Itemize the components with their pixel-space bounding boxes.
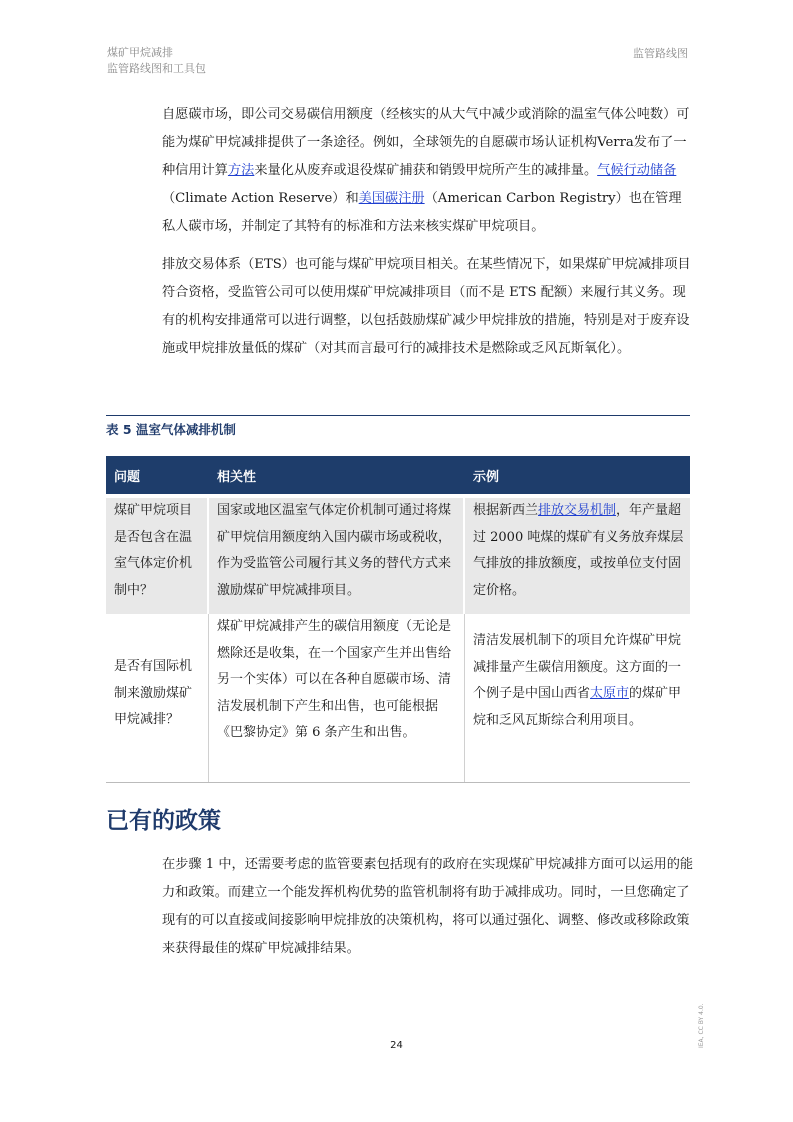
row2-question: 是否有国际机制来激励煤矿甲烷减排？	[106, 614, 209, 782]
license-note: IEA, CC BY 4.0.	[698, 1003, 705, 1048]
row2-example	[465, 614, 690, 782]
p1-text-3: （Climate Action Reserve）和	[162, 191, 359, 206]
climate-action-reserve-link[interactable]: 气候行动储备	[597, 163, 677, 178]
header-subtitle: 监管路线图和工具包	[107, 62, 206, 75]
running-header-right: 监管路线图	[633, 47, 688, 60]
row2-example-text-2: 的煤矿甲烷和乏风瓦斯综合利用项目。	[473, 686, 682, 728]
row1-example	[465, 498, 690, 614]
table-header-row	[106, 456, 690, 494]
table-row	[106, 614, 690, 783]
running-header-left	[107, 45, 206, 77]
p1-text-2: 来量化从废弃或退役煤矿捕获和销毁甲烷所产生的减排量。	[254, 163, 598, 178]
header-example: 示例	[473, 470, 500, 485]
table-caption: 表 5 温室气体减排机制	[106, 422, 236, 437]
nz-ets-link[interactable]: 排放交易机制	[538, 503, 617, 518]
paragraph-ets: 排放交易体系（ETS）也可能与煤矿甲烷项目相关。在某些情况下，如果煤矿甲烷减排项目符合资格，受监管公司可以使用煤矿甲烷减排项目（而不是 ETS 配额）来履行其义务。现有的机构安排通常可以进行调整，以包括鼓励煤矿减少甲烷排放的措施，特别是对于废弃设施或甲烷排放量低的煤矿（对其而言最可行的减排技术是燃除或乏风瓦斯氧化）。	[162, 257, 691, 356]
header-question: 问题	[114, 470, 141, 485]
table-top-rule	[106, 415, 690, 416]
methodology-link[interactable]: 方法	[227, 163, 255, 178]
row1-question: 煤矿甲烷项目是否包含在温室气体定价机制中？	[106, 498, 209, 614]
row1-example-text-2: ，年产量超过 2000 吨煤的煤矿有义务放弃煤层气排放的排放额度，或按单位支付固定价格。	[473, 503, 684, 598]
header-relevance: 相关性	[217, 470, 257, 485]
paragraph-existing-policies: 在步骤 1 中，还需要考虑的监管要素包括现有的政府在实现煤矿甲烷减排方面可以运用的能力和政策。而建立一个能发挥机构优势的监管机制将有助于减排成功。同时，一旦您确定了现有的可以直接或间接影响甲烷排放的决策机构，将可以通过强化、调整、修改或移除政策来获得最佳的煤矿甲烷减排结果。	[162, 857, 694, 956]
paragraph-voluntary-carbon-market	[162, 101, 694, 241]
page-number: 24	[390, 1040, 403, 1051]
header-title: 煤矿甲烷减排	[107, 46, 173, 59]
p1-text-4: （American Carbon Registry）也在管理私人碳市场，并制定了其特有的标准和方法来核实煤矿甲烷项目。	[162, 191, 682, 234]
section-heading-existing-policies: 已有的政策	[106, 808, 221, 834]
taiyuan-link[interactable]: 太原市	[590, 686, 630, 701]
p1-text-1: 自愿碳市场，即公司交易碳信用额度（经核实的从大气中减少或消除的温室气体公吨数）可能为煤矿甲烷减排提供了一条途径。例如，全球领先的自愿碳市场认证机构Verra发布了一种信用计算	[162, 107, 690, 178]
mechanisms-table	[106, 456, 690, 783]
row2-example-text-1: 清洁发展机制下的项目允许煤矿甲烷减排量产生碳信用额度。这方面的一个例子是中国山西省	[473, 633, 682, 701]
table-row	[106, 498, 690, 614]
row1-relevance: 国家或地区温室气体定价机制可通过将煤矿甲烷信用额度纳入国内碳市场或税收，作为受监管公司履行其义务的替代方式来激励煤矿甲烷减排项目。	[209, 498, 465, 614]
row1-example-text-1: 根据新西兰	[473, 503, 539, 518]
row2-relevance: 煤矿甲烷减排产生的碳信用额度（无论是燃除还是收集，在一个国家产生并出售给另一个实体）可以在各种自愿碳市场、清洁发展机制下产生和出售，也可能根据《巴黎协定》第 6 条产生和出售。	[209, 614, 465, 782]
american-carbon-registry-link[interactable]: 美国碳注册	[358, 191, 425, 206]
